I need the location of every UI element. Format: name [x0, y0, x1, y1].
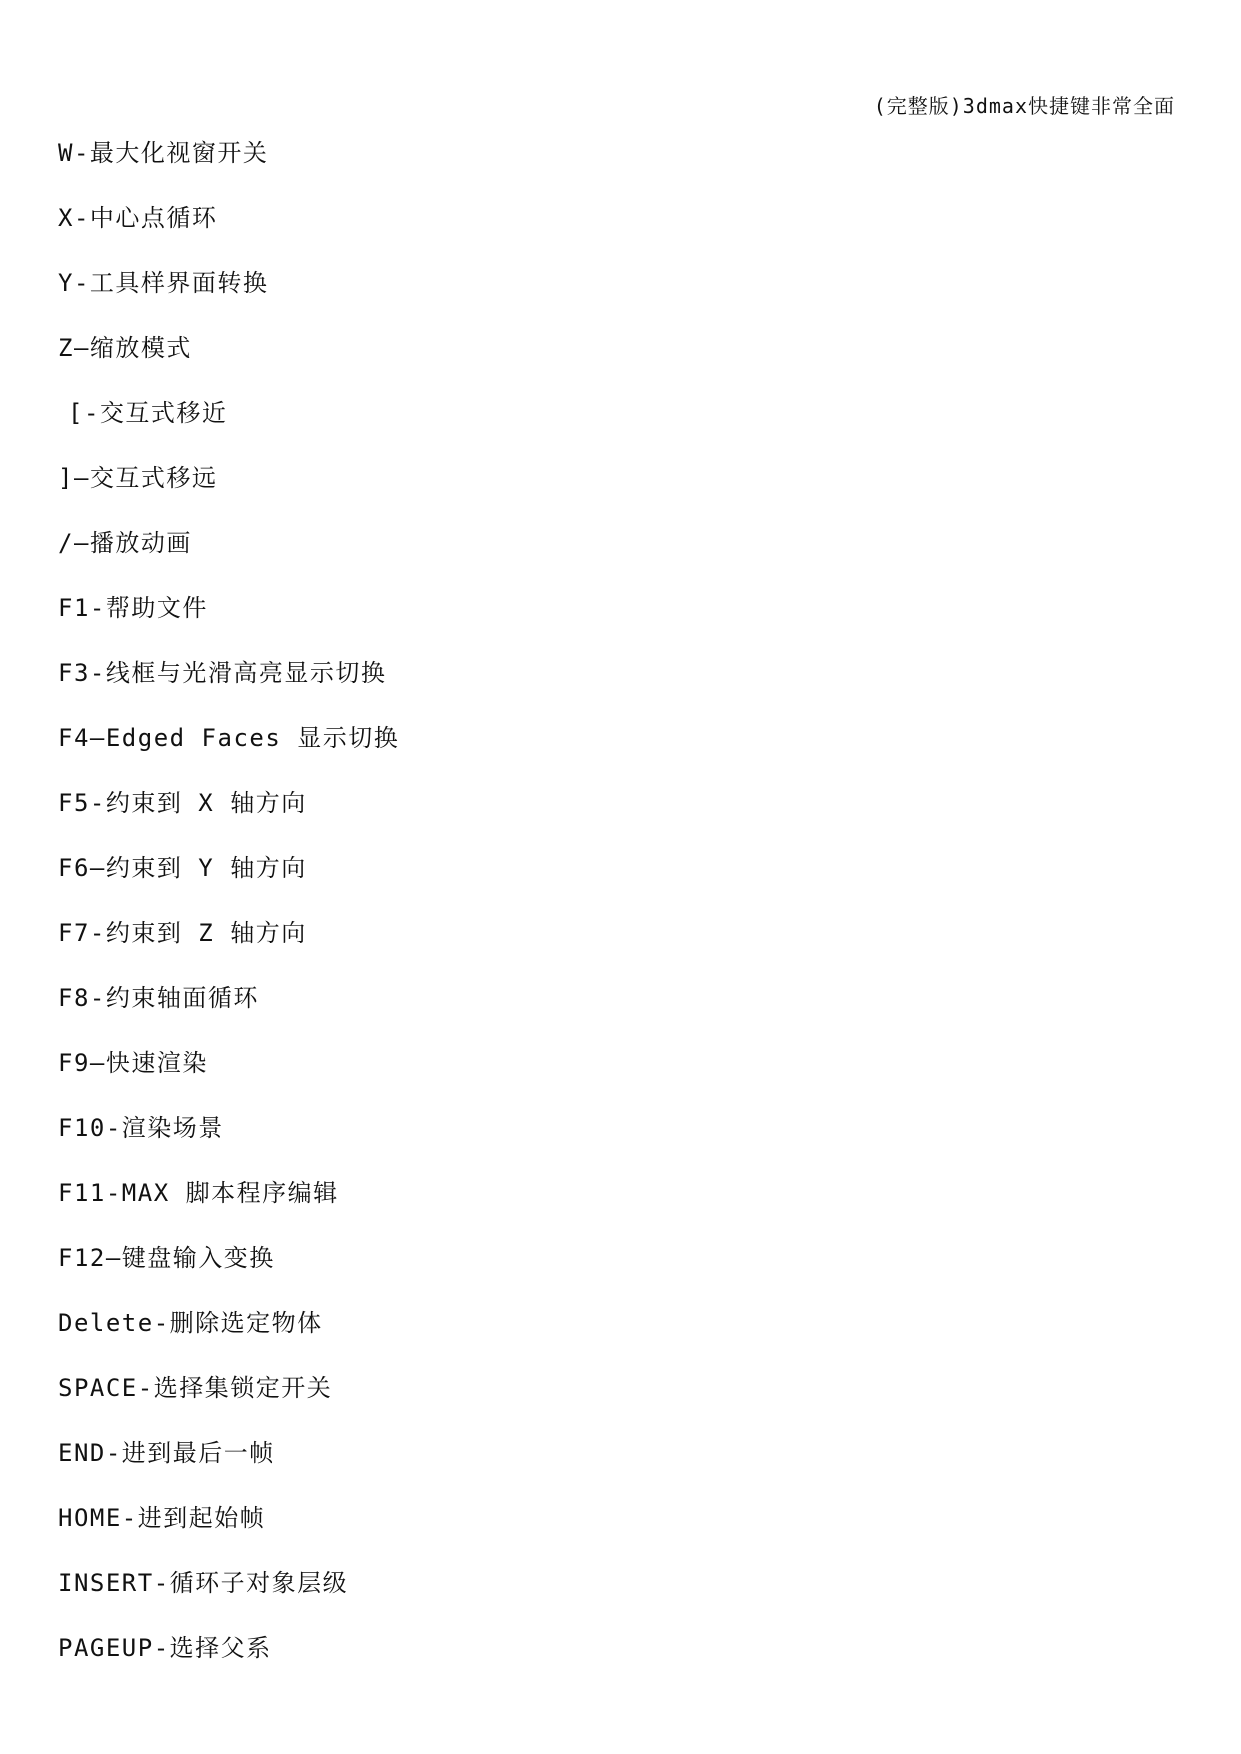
shortcut-item-left-bracket: [-交互式移近 [68, 399, 228, 427]
shortcut-item-space: SPACE-选择集锁定开关 [58, 1374, 333, 1402]
shortcut-item-f3: F3-线框与光滑高亮显示切换 [58, 659, 387, 687]
shortcut-item-f6: F6—约束到 Y 轴方向 [58, 854, 307, 882]
shortcut-item-f1: F1-帮助文件 [58, 594, 208, 622]
shortcut-item-f11: F11-MAX 脚本程序编辑 [58, 1179, 339, 1207]
shortcut-item-slash: /—播放动画 [58, 529, 192, 557]
shortcut-item-f9: F9—快速渲染 [58, 1049, 208, 1077]
shortcut-item-f4: F4—Edged Faces 显示切换 [58, 724, 400, 752]
shortcut-item-w: W-最大化视窗开关 [58, 139, 269, 167]
shortcut-item-f8: F8-约束轴面循环 [58, 984, 259, 1012]
shortcut-item-home: HOME-进到起始帧 [58, 1504, 266, 1532]
shortcut-item-right-bracket: ]—交互式移远 [58, 464, 218, 492]
shortcut-item-z: Z—缩放模式 [58, 334, 192, 362]
shortcut-item-end: END-进到最后一帧 [58, 1439, 275, 1467]
shortcut-item-pageup: PAGEUP-选择父系 [58, 1634, 272, 1662]
shortcut-item-insert: INSERT-循环子对象层级 [58, 1569, 349, 1597]
shortcut-item-delete: Delete-删除选定物体 [58, 1309, 323, 1337]
shortcut-item-y: Y-工具样界面转换 [58, 269, 269, 297]
shortcut-item-f12: F12—键盘输入变换 [58, 1244, 275, 1272]
shortcut-item-f10: F10-渲染场景 [58, 1114, 224, 1142]
shortcut-item-x: X-中心点循环 [58, 204, 218, 232]
page-header-title: (完整版)3dmax快捷键非常全面 [873, 94, 1175, 118]
shortcut-item-f5: F5-约束到 X 轴方向 [58, 789, 307, 817]
shortcut-item-f7: F7-约束到 Z 轴方向 [58, 919, 307, 947]
shortcut-list [58, 133, 399, 1693]
